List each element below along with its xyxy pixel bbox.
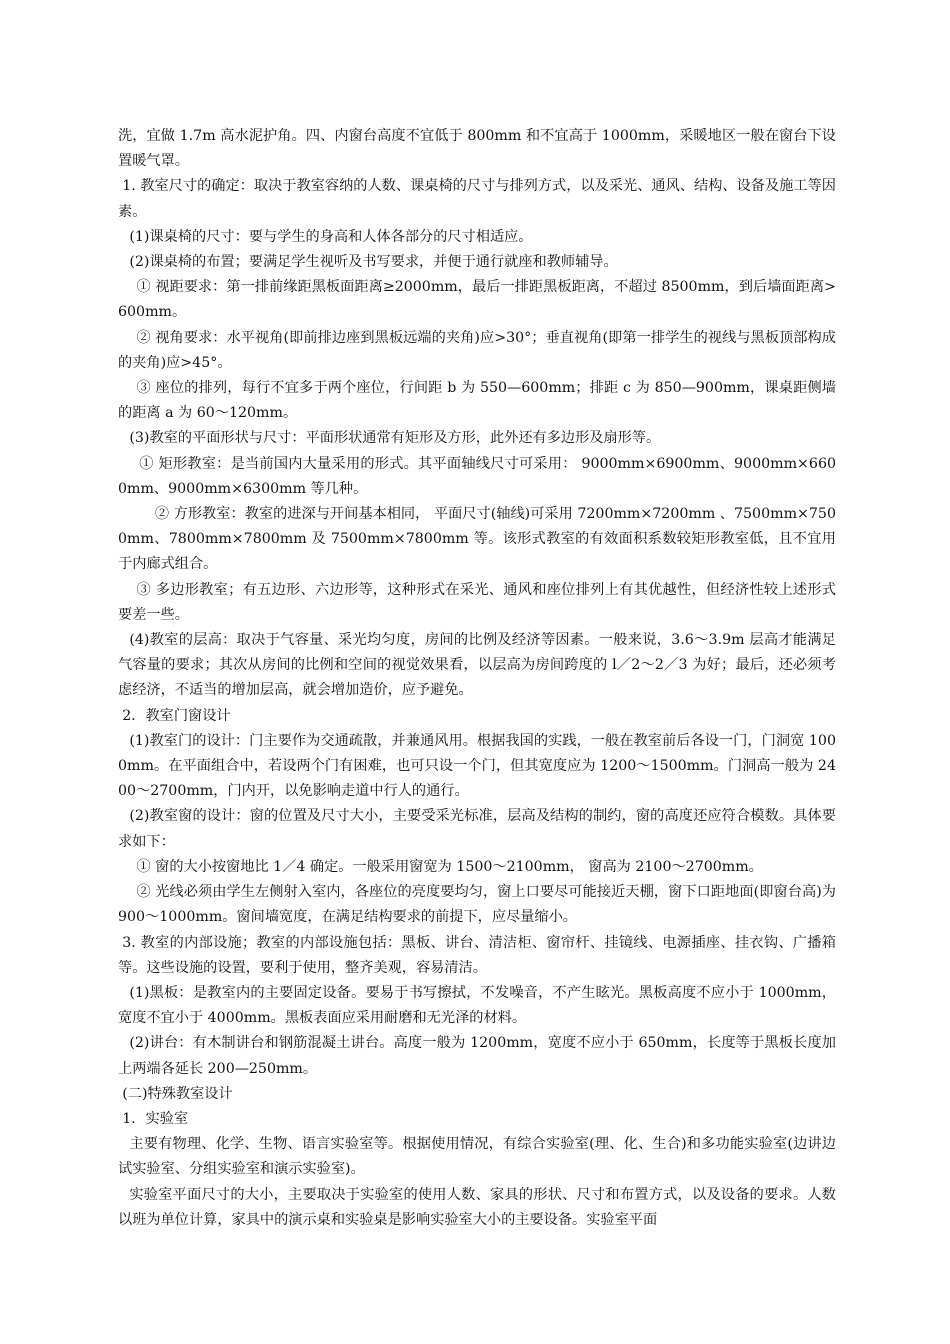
item-rectangular-classroom: ① 矩形教室：是当前国内大量采用的形式。其平面轴线尺寸可采用： 9000mm×6900mm、9000mm×6600mm、9000mm×6300mm 等几种。 <box>118 455 836 497</box>
item-podium: (2)讲台：有木制讲台和钢筋混凝土讲台。高度一般为 1200mm，宽度不应小于 650mm，长度等于黑板长度加上两端各延长 200—250mm。 <box>118 1035 836 1077</box>
item-window-size: ① 窗的大小按窗地比 1／4 确定。一般采用窗宽为 1500～2100mm， 窗高为 2100～2700mm。 <box>136 858 763 875</box>
item-window-light: ② 光线必须由学生左侧射入室内，各座位的亮度要均匀，窗上口要尽可能接近天棚，窗下口距地面(即窗台高)为 900～1000mm。窗间墙宽度，在满足结构要求的前提下，应尽量缩小。 <box>118 884 841 926</box>
item-floor-height: (4)教室的层高：取决于气容量、采光均匀度，房间的比例及经济等因素。一般来说，3.6～3.9m 层高才能满足气容量的要求；其次从房间的比例和空间的视觉效果看，以层高为房间跨度的 l／2～2／3 为好；最后，还必须考虑经济，不适当的增加层高，就会增加造价，应予避免。 <box>118 632 836 699</box>
paragraph-lab-types: 主要有物理、化学、生物、语言实验室等。根据使用情况，有综合实验室(理、化、生合)和多功能实验室(边讲边试实验室、分组实验室和演示实验室)。 <box>118 1136 836 1178</box>
item-polygonal-classroom: ③ 多边形教室；有五边形、六边形等，这种形式在采光、通风和座位排列上有其优越性，但经济性较上述形式要差一些。 <box>118 581 836 623</box>
item-door-design: (1)教室门的设计：门主要作为交通疏散，并兼通风用。根据我国的实践，一般在教室前后各设一门，门洞宽 1000mm。在平面组合中，若设两个门有困难，也可只设一个门，但其宽度应为 1200～1500mm。门洞高一般为 2400～2700mm，门内开，以免影响走道中行人的通行。 <box>118 732 836 800</box>
item-desk-layout: (2)课桌椅的布置；要满足学生视听及书写要求，并便于通行就座和教师辅导。 <box>129 254 618 271</box>
item-desk-size: (1)课桌椅的尺寸：要与学生的身高和人体各部分的尺寸相适应。 <box>129 228 533 245</box>
item-blackboard: (1)黑板：是教室内的主要固定设备。要易于书写擦拭，不发噪音，不产生眩光。黑板高度不应小于 1000mm，宽度不宜小于 4000mm。黑板表面应采用耐磨和无光泽的材料。 <box>118 984 836 1027</box>
item-seat-arrangement: ③ 座位的排列，每行不宜多于两个座位，行间距 b 为 550—600mm；排距 c 为 850—900mm，课桌距侧墙的距离 a 为 60～120mm。 <box>118 380 836 422</box>
document-body <box>118 124 841 1233</box>
paragraph-lab-size: 实验室平面尺寸的大小，主要取决于实验室的使用人数、家具的形状、尺寸和布置方式，以及设备的要求。人数以班为单位计算，家具中的演示桌和实验桌是影响实验室大小的主要设备。实验室平面 <box>118 1186 836 1228</box>
item-viewing-distance: ① 视距要求：第一排前缘距黑板面距离≥2000mm，最后一排距黑板距离，不超过 8500mm，到后墙面距离>600mm。 <box>118 279 836 321</box>
heading-laboratory: 1．实验室 <box>122 1110 189 1127</box>
paragraph-continuation: 洗，宜做 1.7m 高水泥护角。四、内窗台高度不宜低于 800mm 和不宜高于 1000mm，采暖地区一般在窗台下设置暖气罩。 <box>118 128 836 170</box>
item-window-design: (2)教室窗的设计：窗的位置及尺寸大小，主要受采光标准，层高及结构的制约，窗的高度还应符合模数。具体要求如下： <box>118 808 836 850</box>
heading-special-classrooms: (二)特殊教室设计 <box>122 1085 233 1102</box>
section-2-doors-windows: 2．教室门窗设计 <box>122 707 231 724</box>
section-3-interior-facilities: 3. 教室的内部设施；教室的内部设施包括：黑板、讲台、清洁柜、窗帘杆、挂镜线、电源插座、挂衣钩、广播箱等。这些设施的设置，要利于使用，整齐美观，容易清洁。 <box>118 934 836 976</box>
item-plan-shape: (3)教室的平面形状与尺寸：平面形状通常有矩形及方形，此外还有多边形及扇形等。 <box>129 430 661 447</box>
section-1-classroom-size: 1. 教室尺寸的确定：取决于教室容纳的人数、课桌椅的尺寸与排列方式，以及采光、通风、结构、设备及施工等因素。 <box>118 178 836 220</box>
item-viewing-angle: ② 视角要求：水平视角(即前排边座到黑板远端的夹角)应>30°；垂直视角(即第一排学生的视线与黑板顶部构成的夹角)应>45°。 <box>118 329 836 371</box>
item-square-classroom: ② 方形教室：教室的进深与开间基本相同， 平面尺寸(轴线)可采用 7200mm×7200mm 、7500mm×7500mm、7800mm×7800mm 及 7500mm×7800mm 等。该形式教室的有效面积系数较矩形教室低，且不宜用于内廊式组合。 <box>118 506 836 573</box>
